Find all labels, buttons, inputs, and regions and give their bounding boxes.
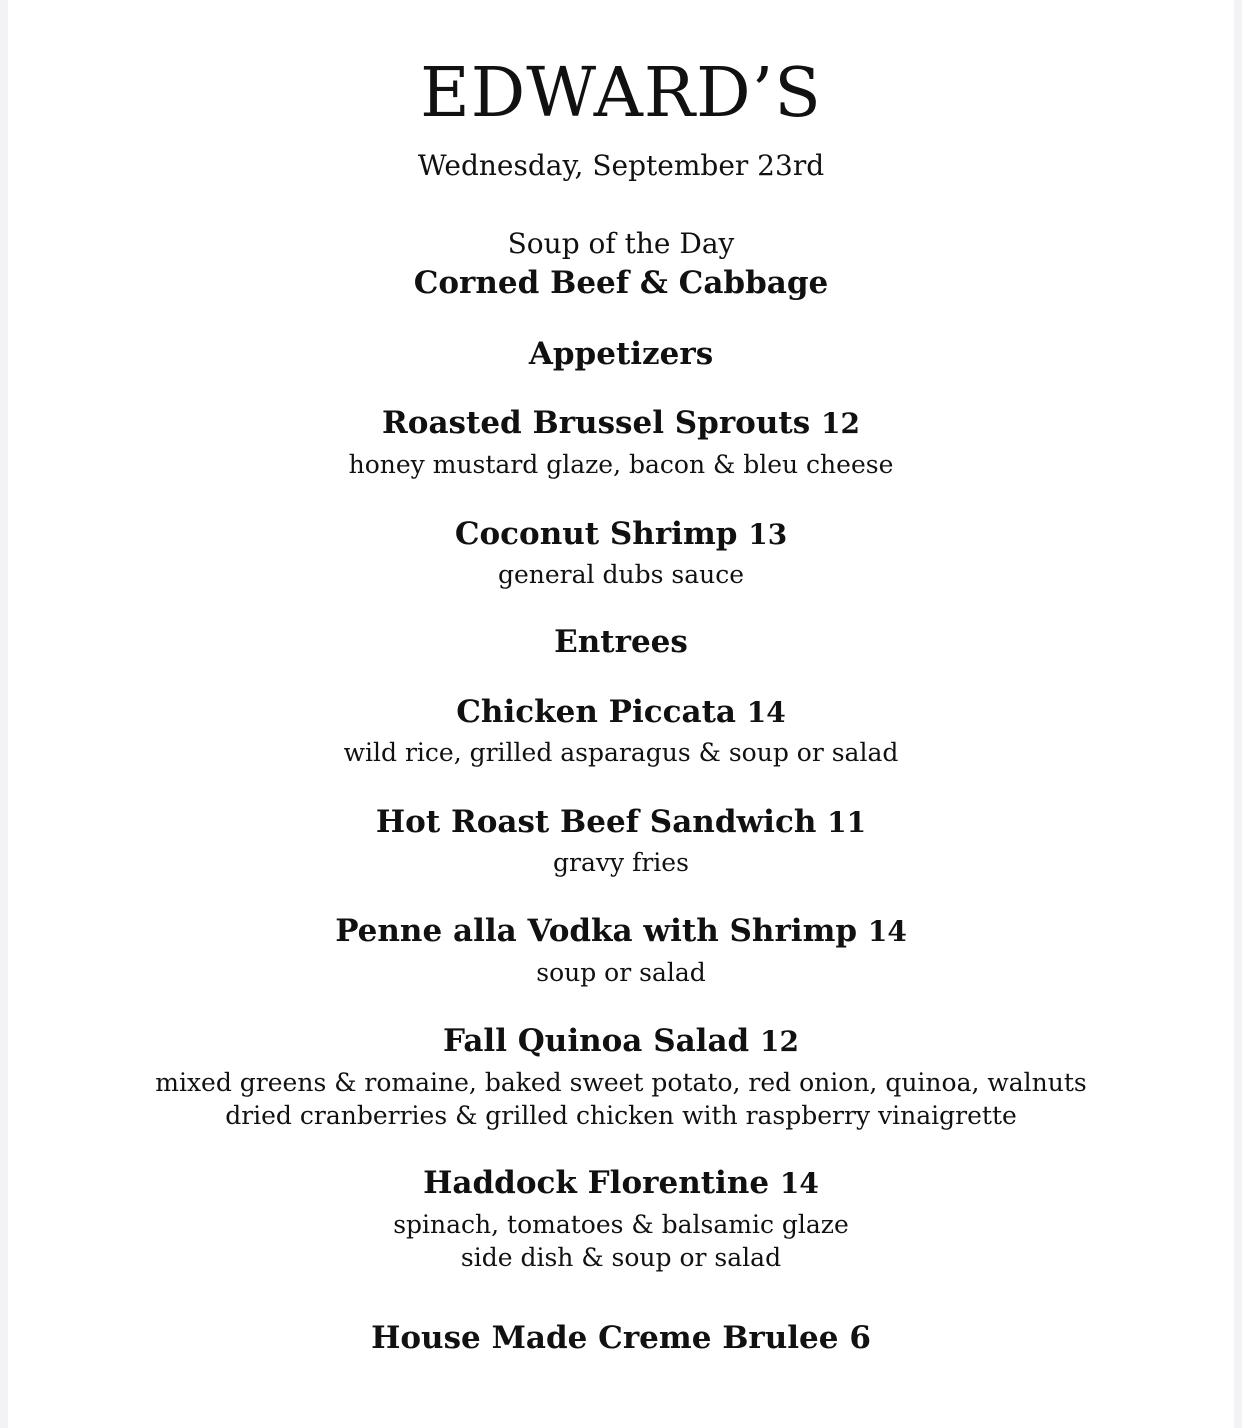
restaurant-name: EDWARD’S (420, 54, 822, 133)
item-name: Haddock Florentine (423, 1165, 770, 1201)
item-name: Hot Roast Beef Sandwich (375, 804, 817, 840)
menu-item-creme-brulee (0, 1320, 1242, 1356)
item-price: 12 (760, 1025, 799, 1058)
item-price: 13 (748, 518, 788, 551)
item-description: dried cranberries & grilled chicken with raspberry vinaigrette (225, 1101, 1017, 1130)
item-name: Chicken Piccata (456, 694, 736, 730)
menu-item-coconut-shrimp (0, 516, 1242, 552)
item-name: Coconut Shrimp (454, 516, 738, 552)
menu-item-chicken-piccata (0, 694, 1242, 730)
item-price: 14 (867, 915, 907, 948)
item-description: soup or salad (536, 958, 706, 987)
item-description: wild rice, grilled asparagus & soup or salad (343, 738, 899, 767)
menu-item-penne-alla-vodka (0, 913, 1242, 949)
item-description: side dish & soup or salad (460, 1243, 782, 1272)
item-price: 14 (746, 696, 786, 729)
menu-item-roasted-brussel-sprouts (0, 405, 1242, 441)
item-name: Fall Quinoa Salad (443, 1023, 750, 1059)
item-name: Roasted Brussel Sprouts (382, 405, 811, 441)
item-price: 6 (849, 1320, 871, 1356)
item-description: mixed greens & romaine, baked sweet potato, red onion, quinoa, walnuts (155, 1068, 1087, 1097)
soup-name: Corned Beef & Cabbage (413, 265, 829, 301)
appetizers-heading: Appetizers (528, 336, 714, 372)
menu-item-hot-roast-beef-sandwich (0, 804, 1242, 840)
item-description: honey mustard glaze, bacon & bleu cheese (348, 450, 894, 479)
menu-item-fall-quinoa-salad (0, 1023, 1242, 1059)
item-description: spinach, tomatoes & balsamic glaze (393, 1210, 849, 1239)
item-price: 11 (827, 806, 867, 839)
menu-item-haddock-florentine (0, 1165, 1242, 1201)
item-description: gravy fries (553, 848, 689, 877)
entrees-heading: Entrees (554, 624, 688, 660)
item-description: general dubs sauce (497, 560, 744, 589)
item-name: Penne alla Vodka with Shrimp (335, 913, 858, 949)
item-price: 12 (820, 407, 860, 440)
item-price: 14 (779, 1167, 819, 1200)
menu-date: Wednesday, September 23rd (417, 149, 825, 182)
item-name: House Made Creme Brulee (371, 1320, 839, 1356)
soup-label: Soup of the Day (507, 227, 735, 260)
